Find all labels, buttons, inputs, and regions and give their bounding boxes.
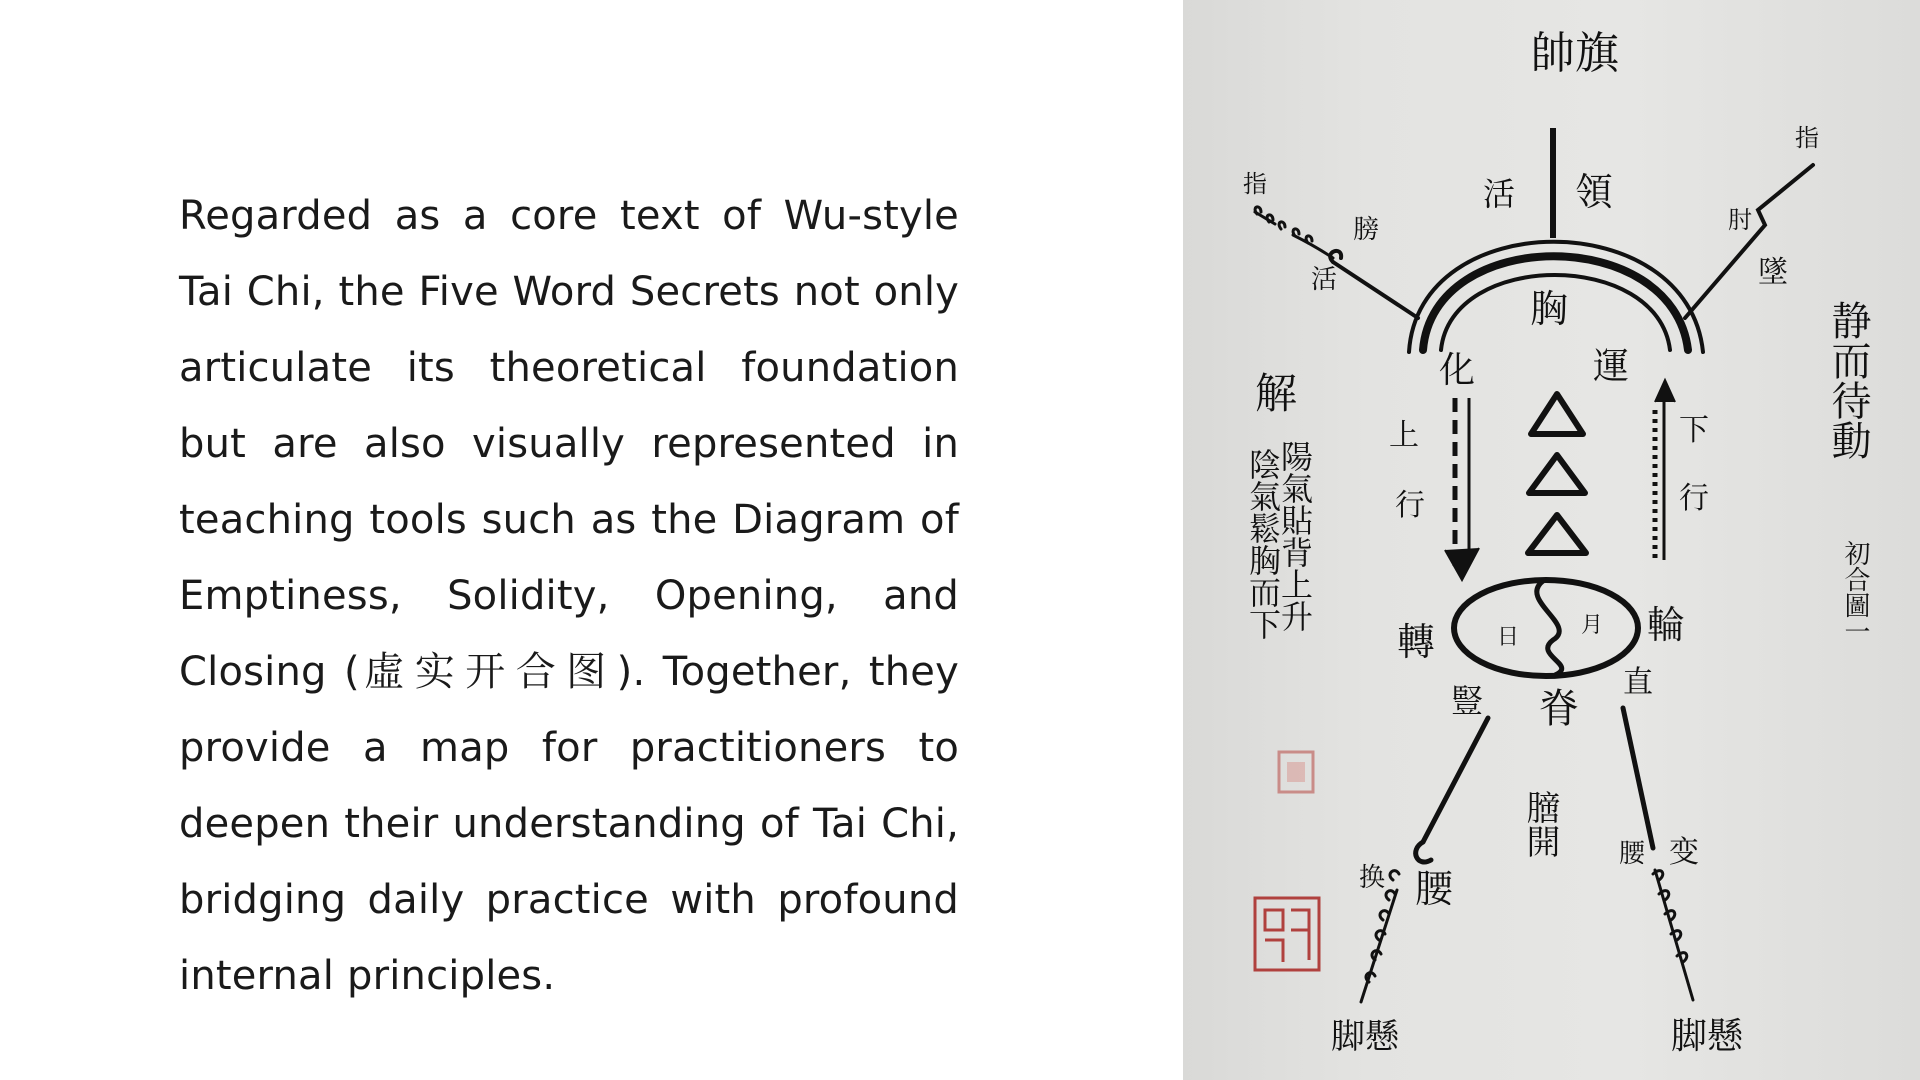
text-panel <box>179 178 959 1014</box>
right-elbow-label: 肘 <box>1728 206 1752 234</box>
left-neck-label: 活 <box>1483 175 1516 213</box>
paragraph-part-2: ). Together, they provide a map for practitioners to deepen their understanding of Tai Chi, bridging daily practice with profound internal principles. <box>179 649 959 999</box>
caption-column: 初合圖一 <box>1840 540 1870 644</box>
vertebra-open-label: 膪開 <box>1520 790 1560 858</box>
yin-column: 陰氣鬆胸而下 <box>1244 448 1282 640</box>
body-paragraph <box>179 178 959 1014</box>
resolve-label: 解 <box>1255 369 1298 418</box>
chest-label: 胸 <box>1530 287 1569 331</box>
sun-label: 日 <box>1497 625 1520 650</box>
left-waist-arm-label: 膀 <box>1353 215 1380 245</box>
left-go-label: 行 <box>1395 488 1425 523</box>
straight-label: 直 <box>1623 665 1653 700</box>
left-arm <box>1255 207 1418 318</box>
right-down-label: 下 <box>1679 413 1709 448</box>
left-arm-live-label: 活 <box>1311 265 1338 295</box>
left-leg <box>1361 718 1488 1002</box>
right-neck-label: 領 <box>1575 170 1614 214</box>
carry-label: 運 <box>1593 346 1630 387</box>
right-flow-arrow <box>1655 380 1675 560</box>
turn-label: 轉 <box>1397 620 1436 664</box>
left-finger-label: 指 <box>1243 170 1267 198</box>
right-waist-label: 腰 <box>1619 839 1646 869</box>
red-seal-stamp <box>1255 898 1319 970</box>
right-column: 静而待動 <box>1825 300 1871 460</box>
spine-label: 脊 <box>1539 686 1579 732</box>
left-up-label: 上 <box>1389 418 1419 453</box>
calligraphy-labels <box>1243 28 1871 1057</box>
left-swap-label: 换 <box>1359 863 1386 893</box>
diagram-svg <box>1183 0 1920 1080</box>
right-arm <box>1685 165 1813 318</box>
triangle-stack <box>1528 394 1586 553</box>
yin-yang-symbol <box>1454 580 1638 676</box>
transform-label: 化 <box>1439 350 1476 391</box>
vertical-label: 豎 <box>1451 682 1484 720</box>
diagram-chinese-title: 虛实开合图 <box>359 649 617 695</box>
left-foot-label: 脚懸 <box>1331 1017 1399 1057</box>
small-seal-stamp <box>1279 752 1313 792</box>
yang-column: 陽氣貼背上升 <box>1276 440 1314 632</box>
diagram-image <box>1183 0 1920 1080</box>
left-waist-label: 腰 <box>1415 867 1454 911</box>
left-flow-arrow <box>1445 398 1479 580</box>
top-title-char-1: 帥旗 <box>1531 28 1619 79</box>
right-finger-label: 指 <box>1795 124 1819 152</box>
right-drop-label: 墜 <box>1758 255 1788 290</box>
right-go-label: 行 <box>1679 481 1709 516</box>
right-change-label: 变 <box>1669 835 1699 870</box>
right-foot-label: 脚懸 <box>1671 1016 1744 1057</box>
wheel-label: 輪 <box>1647 603 1686 647</box>
paragraph-part-1: Regarded as a core text of Wu-style Tai Chi, the Five Word Secrets not only articulate its theoretical foundation but are also visually represented in teaching tools such as the Diagram of Emptiness, Solidity, Opening, and Closing ( <box>179 193 959 695</box>
moon-label: 月 <box>1581 613 1604 638</box>
